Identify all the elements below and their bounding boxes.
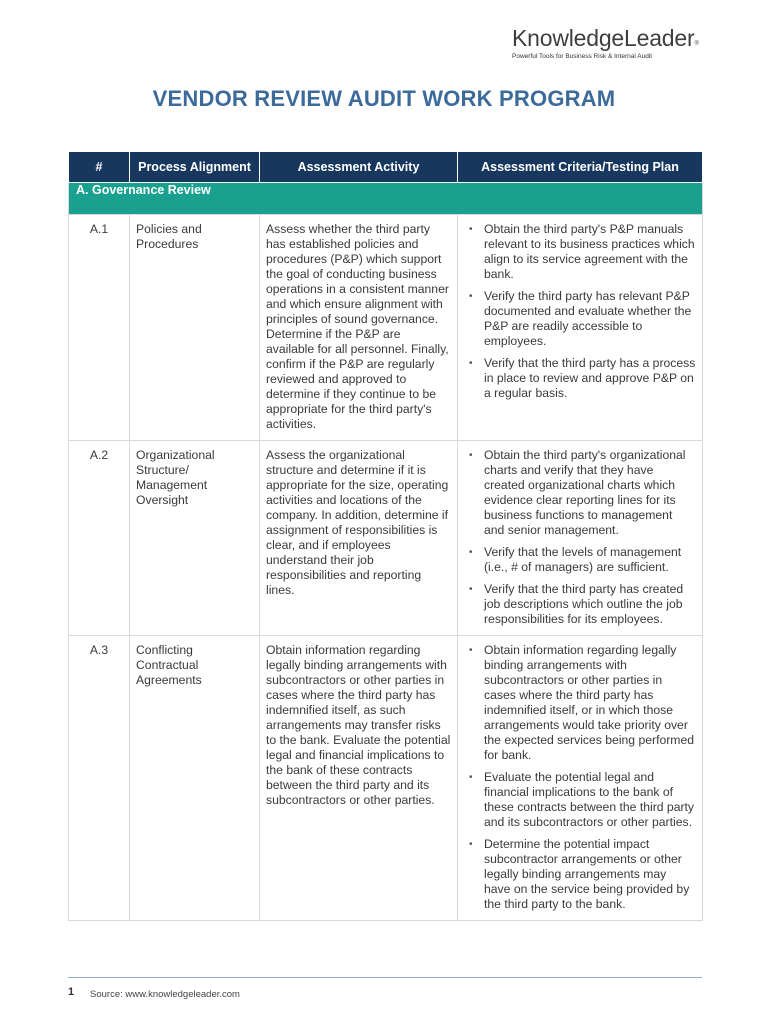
source-link[interactable]: Source: www.knowledgeleader.com bbox=[90, 989, 240, 1000]
brand-name: KnowledgeLeader bbox=[512, 25, 695, 51]
criteria-item: • Determine the potential impact subcontractor arrangements or other legally binding arrangements may have on the service being provided by the third party to the bank. bbox=[464, 837, 696, 912]
criteria-item: • Verify that the levels of management (i.e., # of managers) are sufficient. bbox=[464, 545, 696, 575]
page-number: 1 bbox=[68, 986, 75, 998]
registered-mark: ® bbox=[694, 41, 699, 47]
criteria-item: • Verify that the third party has a process in place to review and approve P&P on a regular basis. bbox=[464, 356, 696, 401]
criteria-item: • Verify the third party has relevant P&P documented and evaluate whether the P&P are readily accessible to employees. bbox=[464, 289, 696, 349]
section-title: A. Governance Review bbox=[69, 183, 703, 215]
testing-plan bbox=[458, 636, 703, 921]
process-alignment: Organizational Structure/ Management Oversight bbox=[130, 441, 260, 636]
testing-plan bbox=[458, 441, 703, 636]
criteria-item: • Obtain information regarding legally binding arrangements with subcontractors or other parties in cases where the third party has indemnified itself, or in which those arrangements would take priority over the expected services being performed for bank. bbox=[464, 643, 696, 763]
column-header-criteria: Assessment Criteria/Testing Plan bbox=[458, 152, 703, 183]
criteria-item: • Evaluate the potential legal and financial implications to the bank of these contracts between the third party and its subcontractors or other parties. bbox=[464, 770, 696, 830]
row-number: A.1 bbox=[69, 215, 130, 441]
assessment-activity: Obtain information regarding legally binding arrangements with subcontractors or other parties in cases where the third party has indemnified itself, as such arrangements may transfer risks to the bank. Evaluate the potential legal and financial implications to the bank of these contracts between the third party and its subcontractors or other parties. bbox=[260, 636, 458, 921]
section-row bbox=[69, 183, 703, 215]
testing-plan bbox=[458, 215, 703, 441]
table-row bbox=[69, 441, 703, 636]
table-header-row bbox=[69, 152, 703, 183]
column-header-process: Process Alignment bbox=[130, 152, 260, 183]
row-number: A.3 bbox=[69, 636, 130, 921]
brand-logo bbox=[512, 24, 712, 60]
assessment-activity: Assess whether the third party has established policies and procedures (P&P) which support the goal of conducting business operations in a consistent manner and which ensure alignment with principles of sound governance. Determine if the P&P are available for all personnel. Finally, confirm if the P&P are regularly reviewed and approved to determine if they continue to be appropriate for the third party's activities. bbox=[260, 215, 458, 441]
process-alignment: Policies and Procedures bbox=[130, 215, 260, 441]
process-alignment: Conflicting Contractual Agreements bbox=[130, 636, 260, 921]
table-row bbox=[69, 215, 703, 441]
criteria-item: • Obtain the third party's P&P manuals relevant to its business practices which align to its service agreement with the bank. bbox=[464, 222, 696, 282]
criteria-item: • Verify that the third party has created job descriptions which outline the job responsibilities for its employees. bbox=[464, 582, 696, 627]
work-program-table bbox=[68, 151, 703, 921]
footer-divider bbox=[68, 977, 702, 978]
column-header-number: # bbox=[69, 152, 130, 183]
page-title: VENDOR REVIEW AUDIT WORK PROGRAM bbox=[152, 86, 616, 111]
row-number: A.2 bbox=[69, 441, 130, 636]
table-row bbox=[69, 636, 703, 921]
brand-tagline: Powerful Tools for Business Risk & Internal Audit bbox=[512, 53, 653, 60]
assessment-activity: Assess the organizational structure and determine if it is appropriate for the size, operating activities and locations of the company. In addition, determine if assignment of responsibilities is clear, and if employees understand their job responsibilities and reporting lines. bbox=[260, 441, 458, 636]
column-header-activity: Assessment Activity bbox=[260, 152, 458, 183]
criteria-item: • Obtain the third party's organizational charts and verify that they have created organizational charts which evidence clear reporting lines for its business functions to management and senior management. bbox=[464, 448, 696, 538]
